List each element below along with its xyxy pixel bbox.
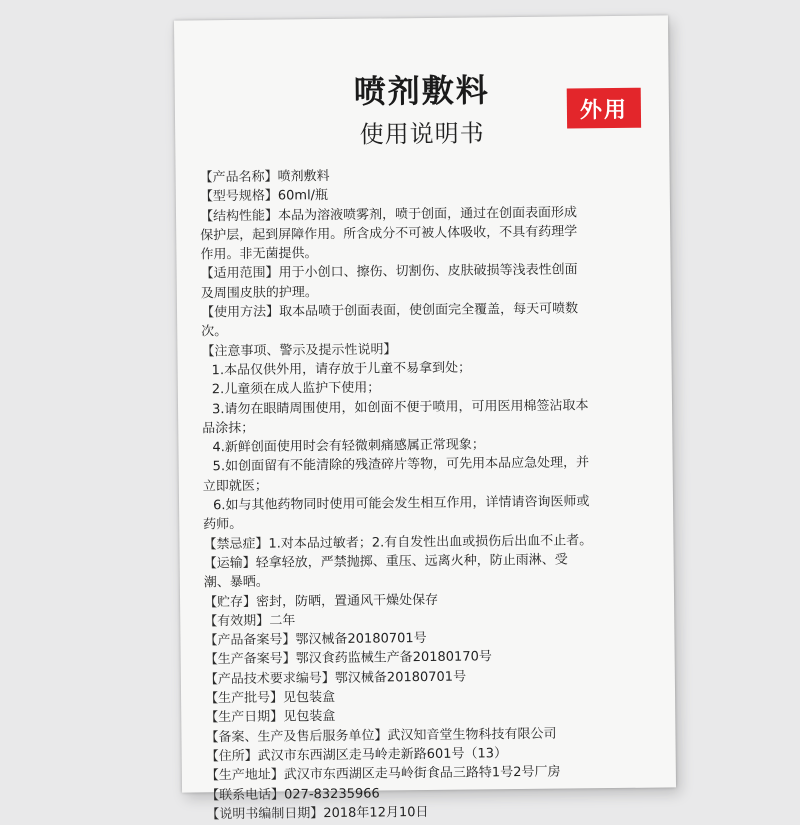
field-label: 【生产日期】	[205, 709, 284, 726]
field-label: 【适用范围】	[200, 266, 279, 282]
field-text: 用于小创口、擦伤、切割伤、皮肤破损等浅表性创面	[278, 262, 578, 282]
field-text: 作用。非无菌提供。	[200, 246, 318, 263]
field-text: 武汉市东西湖区走马岭街食品三路特1号2号厂房	[283, 764, 561, 783]
field-text: 6.如与其他药物同时使用可能会发生相互作用，详情请咨询医师或	[212, 494, 590, 514]
field-label: 【产品名称】	[199, 169, 278, 186]
field-label: 【注意事项、警示及提示性说明】	[201, 341, 397, 360]
field-text: 喷剂敷料	[277, 168, 330, 185]
field-label: 【产品技术要求编号】	[204, 670, 335, 688]
field-label: 【联系电话】	[206, 786, 285, 803]
field-text: 武汉知音堂生物科技有限公司	[387, 726, 557, 744]
field-label: 【说明书编制日期】	[206, 805, 324, 823]
field-text: 二年	[269, 613, 296, 629]
field-text: 取本品喷于创面表面，使创面完全覆盖，每天可喷数	[278, 301, 579, 320]
field-label: 【型号规格】	[199, 188, 278, 205]
field-text: 本品为溶液喷雾剂，喷于创面，通过在创面表面形成	[277, 204, 578, 224]
field-text: 1.对本品过敏者；2.有自发性出血或损伤后出血不止者。	[268, 532, 593, 552]
field-text: 次。	[201, 324, 228, 340]
field-text: 立即就医；	[202, 478, 268, 495]
field-text: 鄂汉械备20180701号	[295, 631, 427, 648]
field-label: 【有效期】	[204, 613, 270, 630]
field-label: 【使用方法】	[200, 304, 280, 321]
instruction-line	[206, 800, 656, 824]
field-text: 鄂汉械备20180701号	[334, 669, 467, 686]
field-text: 密封，防晒，置通风干燥处保存	[255, 592, 439, 610]
field-label: 【贮存】	[203, 594, 257, 610]
field-label: 【生产批号】	[204, 690, 284, 707]
field-text: 药师。	[203, 517, 243, 533]
instruction-body	[200, 164, 657, 825]
field-text: 保护层，起到屏障作用。所含成分不可被人体吸收，不具有药理学	[200, 224, 578, 244]
field-label: 【住所】	[205, 748, 258, 765]
page-title: 喷剂敷料	[353, 71, 490, 111]
field-text: 5.如创面留有不能清除的残渣碎片等物，可先用本品应急处理，并	[212, 455, 590, 475]
field-text: 见包装盒	[283, 709, 336, 725]
page-subtitle: 使用说明书	[359, 119, 485, 149]
field-text: 轻拿轻放，严禁抛掷、重压、远离火种，防止雨淋、受	[255, 552, 568, 571]
field-label: 【运输】	[203, 555, 256, 572]
field-text: 见包装盒	[283, 689, 336, 706]
field-label: 【生产备案号】	[204, 651, 296, 668]
field-text: 1.本品仅供外用，请存放于儿童不易拿到处；	[211, 360, 472, 379]
field-text: 027-83235966	[284, 785, 380, 802]
field-label: 【生产地址】	[205, 767, 284, 784]
field-text: 鄂汉食药监械生产备20180170号	[295, 649, 492, 667]
field-text: 3.请勿在眼睛周围使用，如创面不便于喷用，可用医用棉签沾取本	[211, 397, 589, 417]
field-label: 【结构性能】	[199, 208, 279, 224]
field-text: 武汉市东西湖区走马岭走新路601号（13）	[257, 746, 508, 764]
field-text: 60ml/瓶	[277, 188, 329, 204]
field-text: 2.儿童须在成人监护下使用；	[211, 380, 381, 398]
field-text: 4.新鲜创面使用时会有轻微刺痛感属正常现象；	[212, 437, 485, 456]
instruction-sheet	[174, 15, 676, 823]
field-text: 品涂抹；	[202, 420, 255, 437]
field-text: 潮、暴晒。	[203, 574, 269, 591]
field-label: 【备案、生产及售后服务单位】	[205, 728, 388, 745]
field-label: 【禁忌症】	[203, 536, 269, 552]
field-text: 2018年12月10日	[323, 804, 429, 821]
field-label: 【产品备案号】	[204, 632, 296, 649]
external-use-stamp: 外用	[567, 88, 641, 129]
field-text: 及周围皮肤的护理。	[200, 284, 318, 302]
